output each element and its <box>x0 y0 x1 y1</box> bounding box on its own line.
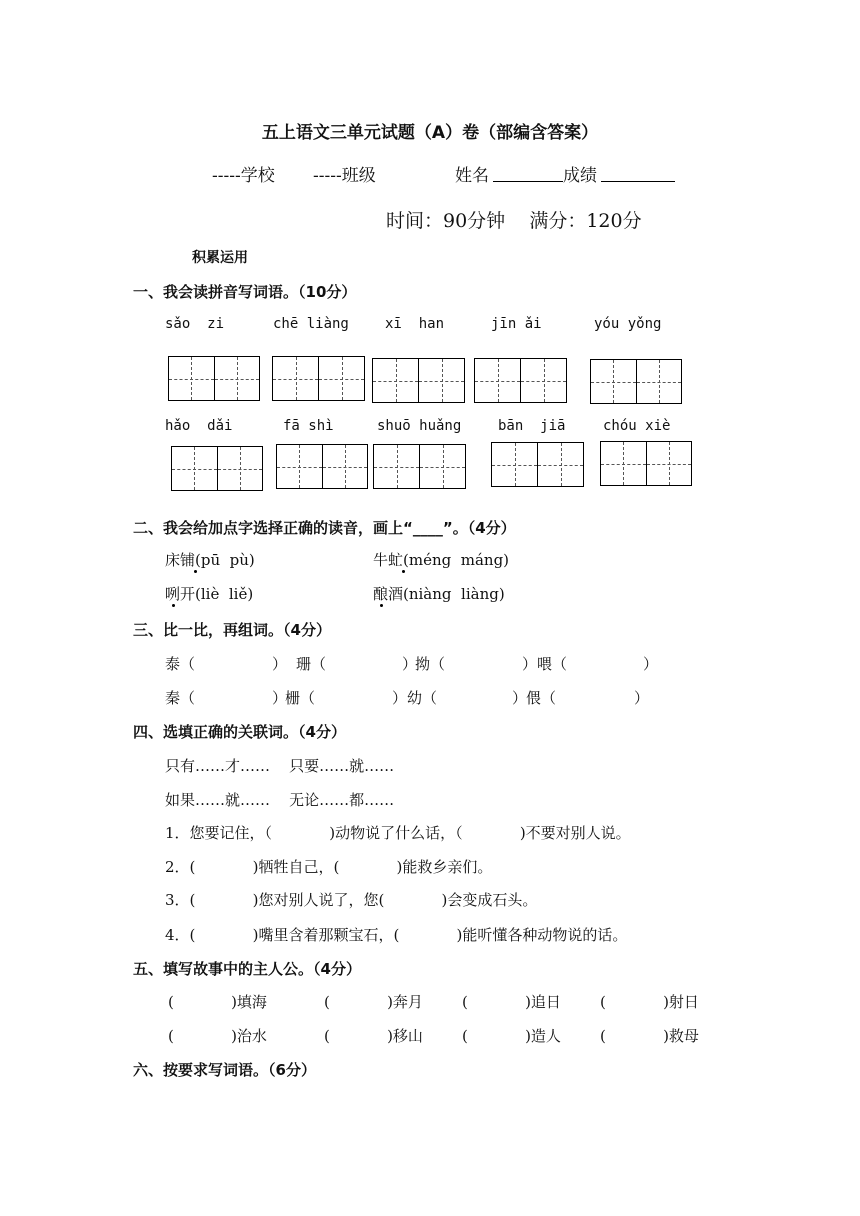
section-5-heading: 五、填写故事中的主人公。（4分） <box>133 960 361 978</box>
writing-grid-7[interactable] <box>276 444 368 489</box>
question-4: 4．( )嘴里含着那颗宝石，( )能听懂各种动物说的话。 <box>165 926 628 944</box>
writing-grid-1[interactable] <box>168 356 260 401</box>
section-1-heading: 一、我会读拼音写词语。（10分） <box>133 283 357 301</box>
question-3: 3．( )您对别人说了，您( )会变成石头。 <box>165 891 538 909</box>
writing-grid-5[interactable] <box>590 359 682 404</box>
compare-char: 珊（ <box>296 655 327 673</box>
compare-char: 喂（ <box>537 655 568 673</box>
compare-close: ） <box>634 689 650 707</box>
compare-char: 泰（ <box>165 655 196 673</box>
writing-grid-3[interactable] <box>372 358 465 403</box>
pinyin-6: hǎo dǎi <box>165 418 233 434</box>
story-blank-5: ( )治水 <box>168 1027 267 1045</box>
conjunction-options-1: 只有……才…… 只要……就…… <box>165 757 395 775</box>
score-blank <box>601 181 675 182</box>
writing-grid-10[interactable] <box>600 441 692 486</box>
school-field: -----学校 <box>212 166 275 186</box>
page-title: 五上语文三单元试题（A）卷（部编含答案） <box>261 123 599 143</box>
pinyin-2: chē liàng <box>273 316 349 332</box>
compare-char: 拗（ <box>415 655 446 673</box>
writing-grid-8[interactable] <box>373 444 466 489</box>
reading-item-4: 酿酒(niàng liàng) <box>373 585 505 603</box>
question-1: 1．您要记住，（ )动物说了什么话，（ )不要对别人说。 <box>165 824 631 842</box>
story-blank-6: ( )移山 <box>324 1027 423 1045</box>
compare-close: ） <box>392 689 408 707</box>
section-3-heading: 三、比一比，再组词。（4分） <box>133 621 331 639</box>
pinyin-4: jīn ǎi <box>491 316 542 332</box>
writing-grid-6[interactable] <box>171 446 263 491</box>
conjunction-options-2: 如果……就…… 无论……都…… <box>165 791 395 809</box>
writing-grid-2[interactable] <box>272 356 365 401</box>
section-4-heading: 四、选填正确的关联词。（4分） <box>133 723 346 741</box>
compare-close: ） <box>522 655 538 673</box>
compare-close: ） <box>402 655 418 673</box>
story-blank-8: ( )救母 <box>600 1027 699 1045</box>
emphasis-dot <box>402 570 405 573</box>
pinyin-7: fā shì <box>283 418 334 434</box>
compare-close: ） <box>512 689 528 707</box>
emphasis-dot <box>194 570 197 573</box>
section-subtitle: 积累运用 <box>192 250 248 266</box>
compare-char: 秦（ <box>165 689 196 707</box>
story-blank-7: ( )造人 <box>462 1027 561 1045</box>
compare-char: 幼（ <box>407 689 438 707</box>
pinyin-3: xī han <box>385 316 445 332</box>
emphasis-dot <box>172 604 175 607</box>
story-blank-1: ( )填海 <box>168 993 267 1011</box>
reading-item-3: 咧开(liè liě) <box>165 585 254 603</box>
section-2-heading: 二、我会给加点字选择正确的读音，画上“____”。（4分） <box>133 519 516 537</box>
emphasis-dot <box>380 604 383 607</box>
pinyin-5: yóu yǒng <box>594 316 662 332</box>
compare-char: 偎（ <box>526 689 557 707</box>
pinyin-1: sǎo zi <box>165 316 225 332</box>
pinyin-8: shuō huǎng <box>377 418 462 434</box>
name-blank <box>493 181 563 182</box>
story-blank-4: ( )射日 <box>600 993 699 1011</box>
pinyin-9: bān jiā <box>498 418 566 434</box>
question-2: 2．( )牺牲自己，( )能救乡亲们。 <box>165 858 493 876</box>
writing-grid-4[interactable] <box>474 358 567 403</box>
writing-grid-9[interactable] <box>491 442 584 487</box>
time-score-line: 时间：90分钟 满分：120分 <box>386 210 642 232</box>
reading-item-1: 床铺(pū pù) <box>165 551 255 569</box>
class-field: -----班级 <box>313 166 376 186</box>
compare-char: 栅（ <box>285 689 316 707</box>
story-blank-2: ( )奔月 <box>324 993 423 1011</box>
pinyin-10: chóu xiè <box>603 418 671 434</box>
score-label: 成绩 <box>563 166 597 186</box>
story-blank-3: ( )追日 <box>462 993 561 1011</box>
compare-close: ） <box>272 655 288 673</box>
reading-item-2: 牛虻(méng máng) <box>373 551 510 569</box>
name-label: 姓名 <box>455 166 489 186</box>
compare-close: ） <box>643 655 659 673</box>
section-6-heading: 六、按要求写词语。（6分） <box>133 1061 316 1079</box>
compare-close: ） <box>272 689 288 707</box>
